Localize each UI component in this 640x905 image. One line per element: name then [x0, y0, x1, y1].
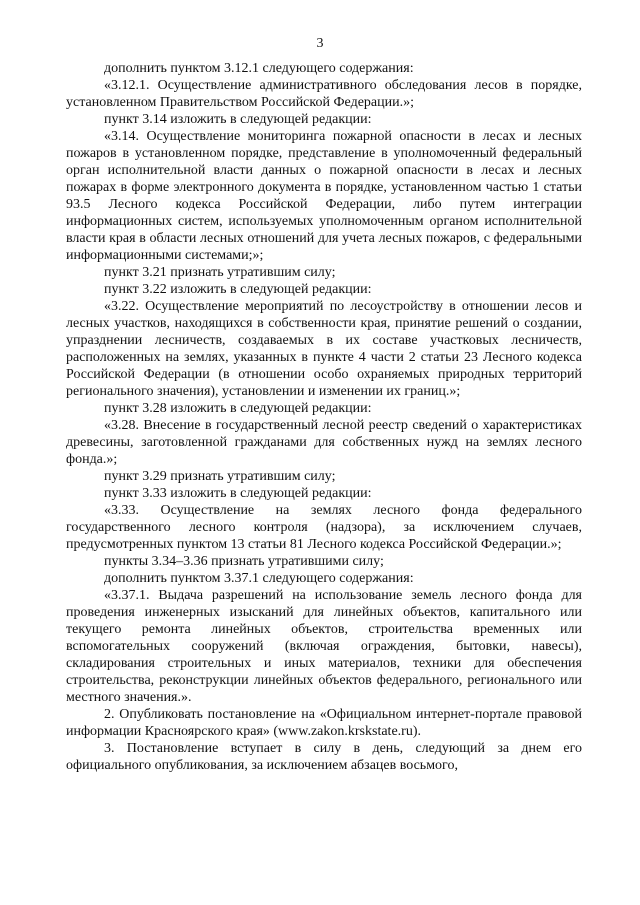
paragraph: 2. Опубликовать постановление на «Официальном интернет-портале правовой информации Красноярского края» (www.zakon.krskstate.ru).	[66, 707, 582, 739]
paragraph: «3.33. Осуществление на землях лесного фонда федерального государственного лесного контроля (надзора), за исключением случаев, предусмотренных пунктом 13 статьи 81 Лесного кодекса Российской Федерации.»;	[66, 503, 582, 552]
paragraph: пункт 3.14 изложить в следующей редакции:	[104, 112, 372, 127]
paragraph: пункт 3.28 изложить в следующей редакции:	[104, 401, 372, 416]
paragraph: «3.28. Внесение в государственный лесной реестр сведений о характеристиках древесины, заготовленной гражданами для собственных нужд на землях лесного фонда.»;	[66, 418, 582, 467]
paragraph: пункт 3.33 изложить в следующей редакции:	[104, 486, 372, 501]
paragraph: «3.22. Осуществление мероприятий по лесоустройству в отношении лесов и лесных участков, находящихся в собственности края, принятие решений о создании, упразднении лесничеств, создаваемых в их составе участковых лесничеств, расположенных на землях, указанных в пункте 4 части 2 статьи 23 Лесного кодекса Российской Федерации (в отношении особо охраняемых природных территорий регионального значения), установлении и изменении их границ.»;	[66, 299, 582, 399]
document-body	[66, 60, 582, 774]
paragraph: «3.37.1. Выдача разрешений на использование земель лесного фонда для проведения инженерных изысканий для линейных объектов, капитального или текущего ремонта линейных объектов, строительства временных или вспомогательных сооружений (включая ограждения, бытовки, навесы), складирования строительных и иных материалов, техники для обеспечения строительства, реконструкции линейных объектов федерального, регионального или местного значения.».	[66, 588, 582, 705]
paragraph: пункт 3.22 изложить в следующей редакции:	[104, 282, 372, 297]
paragraph: дополнить пунктом 3.12.1 следующего содержания:	[104, 61, 414, 76]
page-number: 3	[316, 36, 324, 51]
paragraph: пункт 3.21 признать утратившим силу;	[104, 265, 336, 280]
paragraph: пункт 3.29 признать утратившим силу;	[104, 469, 336, 484]
paragraph: «3.12.1. Осуществление административного обследования лесов в порядке, установленном Правительством Российской Федерации.»;	[66, 78, 582, 110]
paragraph: дополнить пунктом 3.37.1 следующего содержания:	[104, 571, 414, 586]
paragraph: пункты 3.34–3.36 признать утратившими силу;	[104, 554, 384, 569]
paragraph: «3.14. Осуществление мониторинга пожарной опасности в лесах и лесных пожаров в установленном порядке, представление в уполномоченный федеральный орган исполнительной власти данных о пожарной опасности в лесах и лесных пожарах в форме электронного документа в порядке, установленном частью 1 статьи 93.5 Лесного кодекса Российской Федерации, либо путем интеграции информационных систем, используемых уполномоченным органом исполнительной власти края в области лесных отношений для учета лесных пожаров, с федеральными информационными системами;»;	[66, 129, 582, 263]
paragraph: 3. Постановление вступает в силу в день, следующий за днем его официального опубликования, за исключением абзацев восьмого,	[66, 741, 582, 773]
